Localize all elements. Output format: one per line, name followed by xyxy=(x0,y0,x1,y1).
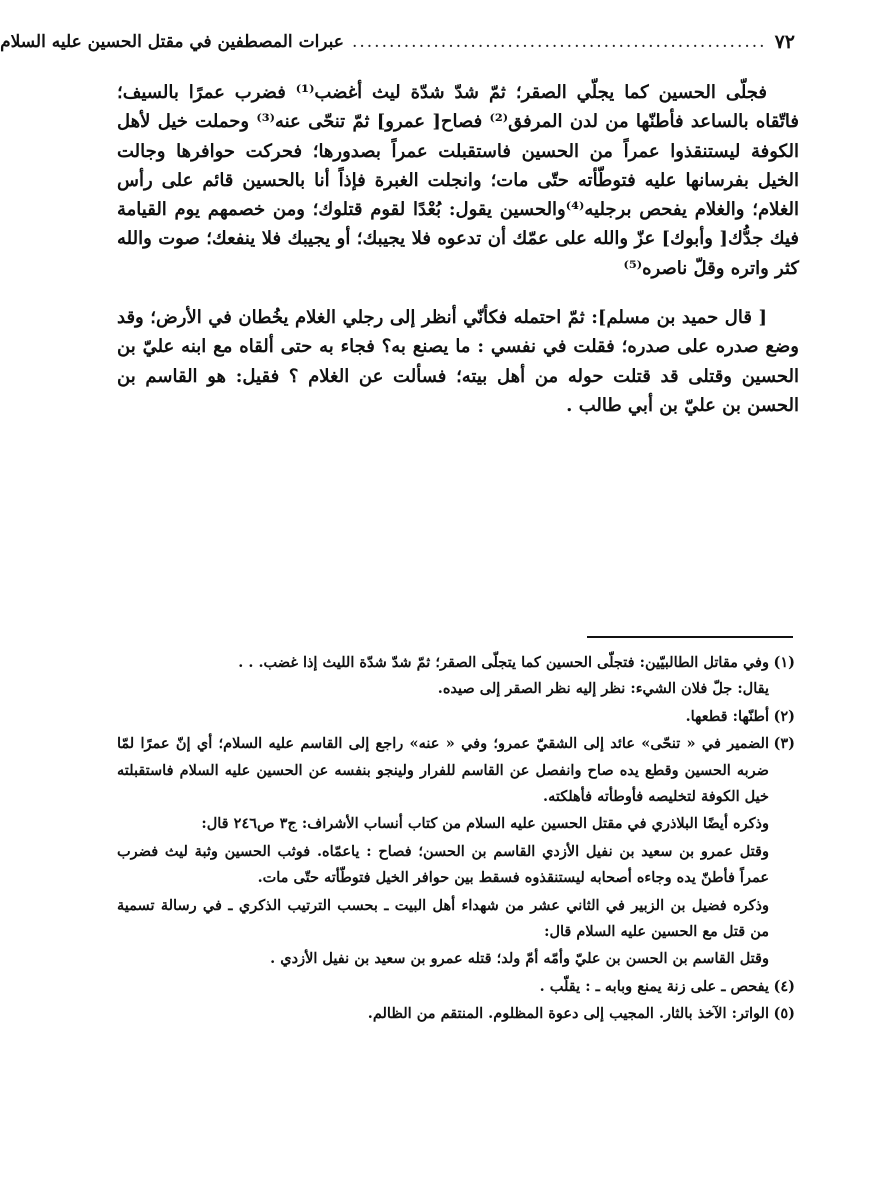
footnote-1 xyxy=(117,650,795,703)
main-text xyxy=(117,78,799,420)
footnote-line: أطنّها: قطعها. xyxy=(685,707,769,725)
footnote-body xyxy=(117,704,769,730)
body-paragraph: [ قال حميد بن مسلم]: ثمّ احتمله فكأنّي أنظر إلى رجلي الغلام يخُطان في الأرض؛ وقد وضع صدره على صدره؛ فقلت في نفسي : ما يصنع به؟ فجاء به حتى ألقاه مع ابنه عليّ بن الحسين وقتلى قد قتلت حوله من أهل بيته؛ فسألت عن الغلام ؟ فقيل: هو القاسم بن الحسن بن عليّ بن أبي طالب . xyxy=(117,307,799,416)
page-number: ٧٢ xyxy=(774,31,795,53)
footnote-body xyxy=(117,974,769,1000)
footnote-number: (٣) xyxy=(773,735,795,753)
footnote-2 xyxy=(117,704,795,730)
footnote-number: (٢) xyxy=(773,707,795,725)
footnote-body xyxy=(117,650,769,703)
footnote-3-continuation: وذكره أيضًا البلاذري في مقتل الحسين عليه السلام من كتاب أنساب الأشراف: ج٣ ص٢٤٦ قال: xyxy=(201,815,769,833)
footnotes xyxy=(117,650,795,1029)
running-header xyxy=(0,22,795,62)
footnote-5 xyxy=(117,1001,795,1027)
footnote-line: يقال: جلّ فلان الشيء: نظر إليه نظر الصقر إلى صيده. xyxy=(437,680,769,698)
footnote-line: يفحص ـ على زنة يمنع وبابه ـ : يقلّب . xyxy=(539,977,769,995)
footnote-separator xyxy=(587,636,793,638)
footnote-3-continuation: وقتل عمرو بن سعيد بن نفيل الأزدي القاسم بن الحسن؛ فصاح : ياعمّاه. فوثب الحسين وثبة ليث فضرب عمراً فأطنّ يده وجاءه أصحابه ليستنقذوه فسقط بين حوافر الخيل فتوطّأته حتّى مات. xyxy=(117,842,769,887)
footnote-3-continuation: وذكره فضيل بن الزبير في الثاني عشر من شهداء أهل البيت ـ بحسب الترتيب الذكري ـ في رسالة تسمية من قتل مع الحسين عليه السلام قال: xyxy=(117,896,769,941)
footnote-number: (٤) xyxy=(773,977,795,995)
footnote-number: (١) xyxy=(773,654,795,671)
footnote-body xyxy=(117,1001,769,1027)
footnote-3 xyxy=(117,731,795,810)
footnote-3-continuation: وقتل القاسم بن الحسن بن عليّ وأمّه أمّ ولد؛ قتله عمرو بن سعيد بن نفيل الأزدي . xyxy=(270,950,769,968)
footnote-4 xyxy=(117,974,795,1000)
footnote-line: الضمير في « تنحّى» عائد إلى الشقيّ عمرو؛ وفي « عنه» راجع إلى القاسم عليه السلام؛ أي إنّ عمرًا لمّا ضربه الحسين وقطع يده صاح وانفصل عن القاسم للفرار ولينجو بنفسه عن الحسين عليه السلام فاستقبلته خيل الكوفة لتخليصه فأوطأته فأهلكته. xyxy=(117,735,769,806)
running-title: عبرات المصطفين في مقتل الحسين عليه السلام xyxy=(0,32,344,52)
body-paragraph: فجلّى الحسين كما يجلّي الصقر؛ ثمّ شدّ شدّة ليث أغضب⁽¹⁾ فضرب عمرًا بالسيف؛ فاتّقاه بالساعد فأطنّها من لدن المرفق⁽²⁾ فصاح[ عمرو] ثمّ تنحّى عنه⁽³⁾ وحملت خيل لأهل الكوفة ليستنقذوا عمراً من الحسين فاستقبلت عمراً بصدورها؛ فحركت حوافرها وجالت الخيل بفرسانها عليه فتوطّأته حتّى مات؛ وانجلت الغبرة فإذاً أنا بالحسين قائم على رأس الغلام؛ والغلام يفحص برجليه⁽⁴⁾والحسين يقول: بُعْدًا لقوم قتلوك؛ ومن خصمهم يوم القيامة فيك جدُّك[ وأبوك] عزّ والله على عمّك أن تدعوه فلا يجيبك؛ أو يجيبك فلا ينفعك؛ صوت والله كثر واتره وقلّ ناصره⁽⁵⁾ xyxy=(117,82,800,279)
footnote-number: (٥) xyxy=(773,1005,795,1023)
footnote-body xyxy=(117,731,769,810)
footnote-line: وفي مقاتل الطالبيّين: فتجلّى الحسين كما يتجلّى الصقر؛ ثمّ شدّ شدّة الليث إذا غضب. . . xyxy=(238,654,769,671)
header-leader-dots: ........................................................ xyxy=(351,32,767,52)
footnote-line: الواتر: الآخذ بالثار. المجيب إلى دعوة المظلوم. المنتقم من الظالم. xyxy=(367,1005,769,1023)
